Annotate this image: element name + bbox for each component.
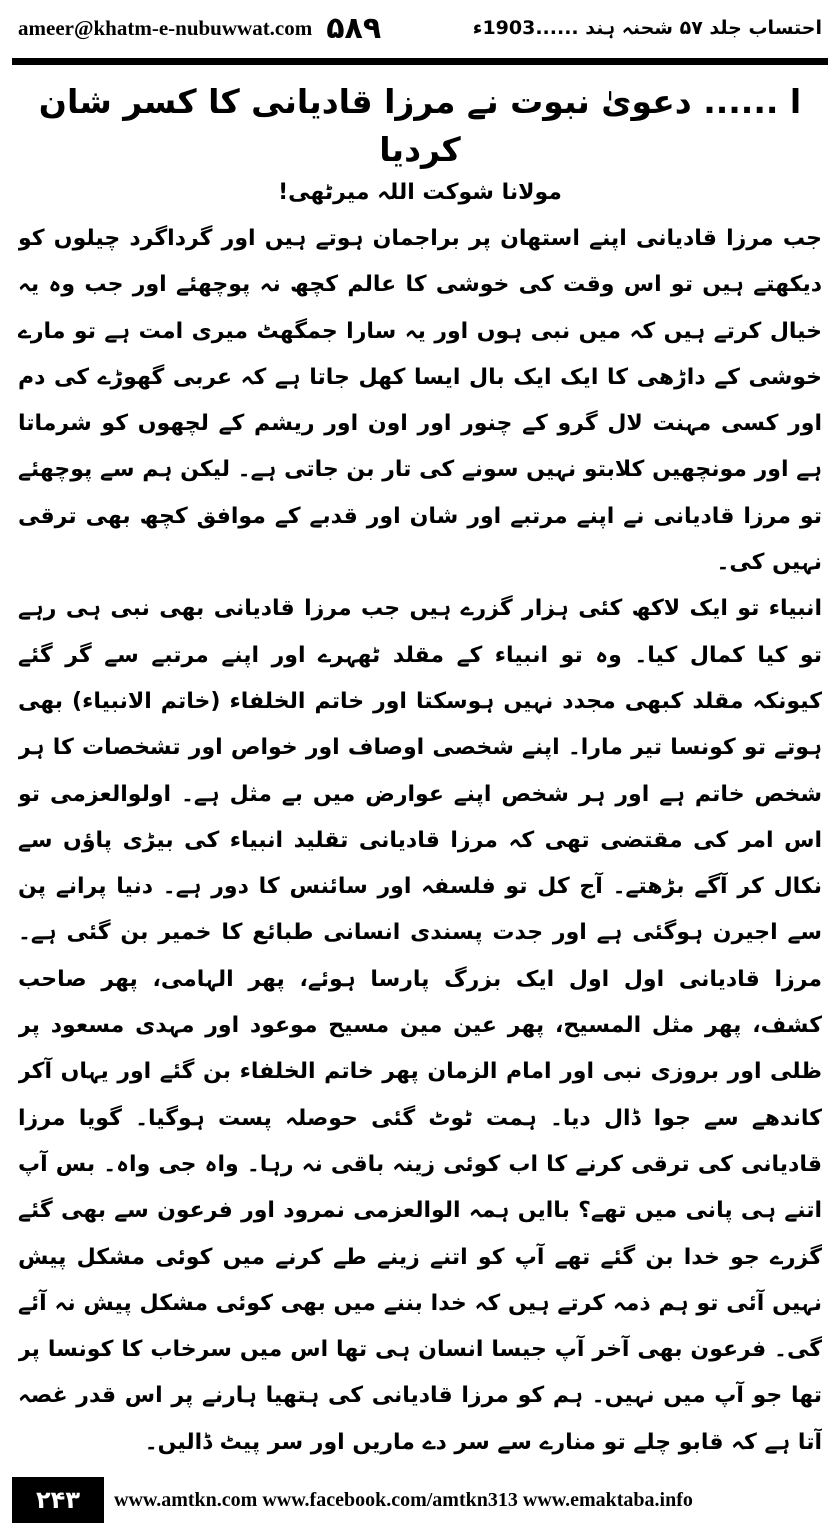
article-author: مولانا شوکت اللہ میرٹھی! bbox=[278, 180, 562, 205]
page-number: ۵۸۹ bbox=[326, 10, 382, 46]
paragraph-2: انبیاء تو ایک لاکھ کئی ہزار گزرے ہیں جب مرزا قادیانی بھی نبی ہی رہے تو کیا کمال کیا۔ وہ تو انبیاء کے مقلد ٹھہرے اور اپنے مرتبے سے گر گئے کیونکہ مقلد کبھی مجدد نہیں ہوسکتا اور خاتم الخلفاء (خاتم الانبیاء) بھی ہوتے تو کونسا تیر مارا۔ اپنے شخصی اوصاف اور خواص اور تشخصات کا ہر شخص خاتم ہے اور ہر شخص اپنے عوارض میں بے مثل ہے۔ اولوالعزمی تو اس امر کی مقتضی تھی کہ مرزا قادیانی تقلید انبیاء کی بیڑی پاؤں سے نکال کر آگے بڑھتے۔ آج کل تو فلسفہ اور سائنس کا دور ہے۔ دنیا پرانے پن سے اجیرن ہوگئی ہے اور جدت پسندی انسانی طبائع کا خمیر بن گئی ہے۔ مرزا قادیانی اول اول ایک بزرگ پارسا ہوئے، پھر الہامی، پھر صاحب کشف، پھر مثل المسیح، پھر عین مین مسیح موعود اور مہدی مسعود پر ظلی اور بروزی نبی اور امام الزمان پھر خاتم الخلفاء بن گئے اور یہاں آکر کاندھے سے جوا ڈال دیا۔ ہمت ٹوٹ گئی حوصلہ پست ہوگیا۔ گویا مرزا قادیانی کی ترقی کرنے کا اب کوئی زینہ باقی نہ رہا۔ واہ جی واہ۔ بس آپ اتنے ہی پانی میں تھے؟ باایں ہمہ الوالعزمی نمرود اور فرعون سے بھی گئے گزرے جو خدا بن گئے تھے آپ کو اتنے زینے طے کرنے میں کوئی مشکل پیش نہیں آئی تو ہم ذمہ کرتے ہیں کہ خدا بننے میں بھی کوئی مشکل پیش نہ آئے گی۔ فرعون بھی آخر آپ جیسا انسان ہی تھا اس میں سرخاب کا کونسا پر تھا جو آپ میں نہیں۔ ہم کو مرزا قادیانی کی ہتھیا ہارنے پر اس قدر غصہ آتا ہے کہ قابو چلے تو منارے سے سر دے ماریں اور سر پیٹ ڈالیں۔ bbox=[18, 596, 822, 1455]
footer-websites[interactable]: www.amtkn.com www.facebook.com/amtkn313 www.emaktaba.info bbox=[114, 1488, 693, 1511]
header-left bbox=[18, 11, 381, 46]
header-email[interactable]: ameer@khatm-e-nubuwwat.com bbox=[18, 15, 313, 40]
article-title: ا ...... دعویٰ نبوت نے مرزا قادیانی کا کسر شان کردیا bbox=[38, 82, 802, 169]
book-page-number: ۲۴۳ bbox=[12, 1477, 104, 1523]
header-rule bbox=[12, 58, 828, 65]
article-body bbox=[18, 72, 822, 1456]
page-header bbox=[0, 0, 840, 56]
running-title: احتساب جلد ۵۷ شحنہ ہند ......1903ء bbox=[472, 17, 822, 39]
page-footer bbox=[0, 1460, 840, 1540]
paragraph-1: جب مرزا قادیانی اپنے استھان پر براجمان ہوتے ہیں اور گرداگرد چیلوں کو دیکھتے ہیں تو اس وقت کی خوشی کا عالم کچھ نہ پوچھئے اور جب وہ یہ خیال کرتے ہیں کہ میں نبی ہوں اور یہ سارا جمگھٹ میری امت ہے تو مارے خوشی کے داڑھی کا ایک ایک بال ایسا کھل جاتا ہے کہ عربی گھوڑے کی دم اور کسی مہنت لال گرو کے چنور اور اون اور ریشم کے لچھوں کو شرماتا ہے اور مونچھیں کلابتو نہیں سونے کی تار بن جاتی ہے۔ لیکن ہم سے پوچھئے تو مرزا قادیانی نے اپنے مرتبے اور شان اور قدبے کے موافق کچھ بھی ترقی نہیں کی۔ bbox=[18, 226, 822, 576]
